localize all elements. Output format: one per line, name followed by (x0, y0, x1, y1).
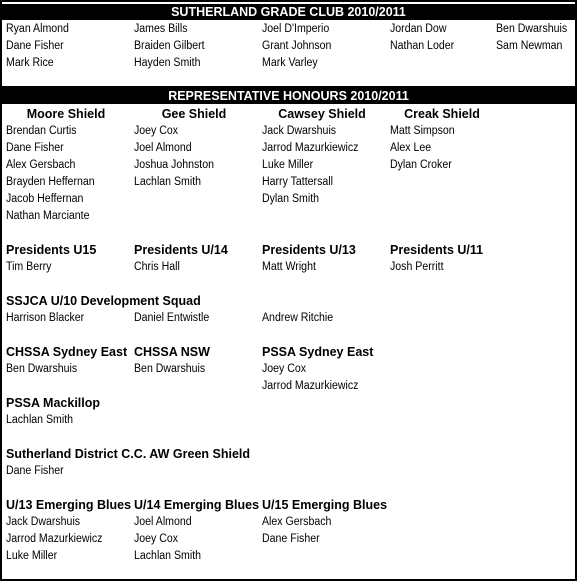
shield-player: Jarrod Mazurkiewicz (262, 142, 359, 154)
emerging-player: Dane Fisher (262, 533, 320, 545)
shield-player: Dylan Smith (262, 193, 320, 205)
shield-player: Jack Dwarshuis (262, 125, 337, 137)
schools-heading: CHSSA Sydney East (6, 345, 128, 359)
shield-player: Alex Lee (390, 142, 432, 154)
grade-club-player: Dane Fisher (6, 40, 64, 52)
grade-club-player: Nathan Loder (390, 40, 455, 52)
presidents-heading: Presidents U/14 (134, 243, 228, 257)
grade-club-title: SUTHERLAND GRADE CLUB 2010/2011 (2, 4, 575, 20)
shield-player: Nathan Marciante (6, 210, 90, 222)
emerging-player: Jack Dwarshuis (6, 516, 81, 528)
presidents-player: Chris Hall (134, 261, 180, 273)
emerging-player: Joel Almond (134, 516, 192, 528)
shield-player: Brendan Curtis (6, 125, 77, 137)
shield-player: Harry Tattersall (262, 176, 333, 188)
emerging-player: Joey Cox (134, 533, 179, 545)
shield-player: Matt Simpson (390, 125, 455, 137)
grade-club-player: Joel D'Imperio (262, 23, 330, 35)
ssjca-player: Daniel Entwistle (134, 312, 210, 324)
green-shield-player: Dane Fisher (6, 465, 64, 477)
presidents-heading: Presidents U/11 (390, 243, 484, 257)
shield-player: Alex Gersbach (6, 159, 76, 171)
emerging-player: Alex Gersbach (262, 516, 332, 528)
presidents-player: Tim Berry (6, 261, 52, 273)
shield-player: Lachlan Smith (134, 176, 202, 188)
grade-club-player: Grant Johnson (262, 40, 332, 52)
presidents-player: Matt Wright (262, 261, 316, 273)
schools-player: Ben Dwarshuis (6, 363, 78, 375)
shield-player: Brayden Heffernan (6, 176, 95, 188)
grade-club-player: Braiden Gilbert (134, 40, 205, 52)
schools-heading: CHSSA NSW (134, 345, 210, 359)
emerging-player: Luke Miller (6, 550, 58, 562)
shield-player: Joel Almond (134, 142, 192, 154)
mackillop-player: Lachlan Smith (6, 414, 74, 426)
emerging-heading: U/14 Emerging Blues (134, 498, 260, 512)
shield-heading: Cawsey Shield (278, 107, 366, 121)
shield-heading: Gee Shield (161, 107, 227, 121)
grade-club-player: Hayden Smith (134, 57, 201, 69)
emerging-player: Lachlan Smith (134, 550, 202, 562)
schools-player: Ben Dwarshuis (134, 363, 206, 375)
emerging-player: Jarrod Mazurkiewicz (6, 533, 103, 545)
presidents-player: Josh Perritt (390, 261, 444, 273)
mackillop-heading: PSSA Mackillop (6, 396, 101, 410)
rep-honours-title: REPRESENTATIVE HONOURS 2010/2011 (2, 88, 575, 104)
shield-heading: Creak Shield (404, 107, 480, 121)
shield-player: Dylan Croker (390, 159, 452, 171)
ssjca-heading: SSJCA U/10 Development Squad (6, 294, 201, 308)
shield-player: Luke Miller (262, 159, 314, 171)
ssjca-player: Harrison Blacker (6, 312, 85, 324)
shield-heading: Moore Shield (26, 107, 106, 121)
green-shield-heading: Sutherland District C.C. AW Green Shield (6, 447, 251, 461)
shield-player: Joshua Johnston (134, 159, 214, 171)
schools-heading: PSSA Sydney East (262, 345, 374, 359)
grade-club-player: Ben Dwarshuis (496, 23, 568, 35)
presidents-heading: Presidents U/13 (262, 243, 356, 257)
grade-club-player: Sam Newman (496, 40, 563, 52)
schools-player: Jarrod Mazurkiewicz (262, 380, 359, 392)
shield-player: Joey Cox (134, 125, 179, 137)
emerging-heading: U/15 Emerging Blues (262, 498, 388, 512)
grade-club-player: Jordan Dow (390, 23, 447, 35)
presidents-heading: Presidents U15 (6, 243, 97, 257)
grade-club-player: Mark Rice (6, 57, 54, 69)
schools-player: Joey Cox (262, 363, 307, 375)
shield-player: Jacob Heffernan (6, 193, 84, 205)
emerging-heading: U/13 Emerging Blues (6, 498, 132, 512)
grade-club-player: James Bills (134, 23, 188, 35)
grade-club-player: Mark Varley (262, 57, 318, 69)
shield-player: Dane Fisher (6, 142, 64, 154)
ssjca-player: Andrew Ritchie (262, 312, 334, 324)
grade-club-player: Ryan Almond (6, 23, 69, 35)
